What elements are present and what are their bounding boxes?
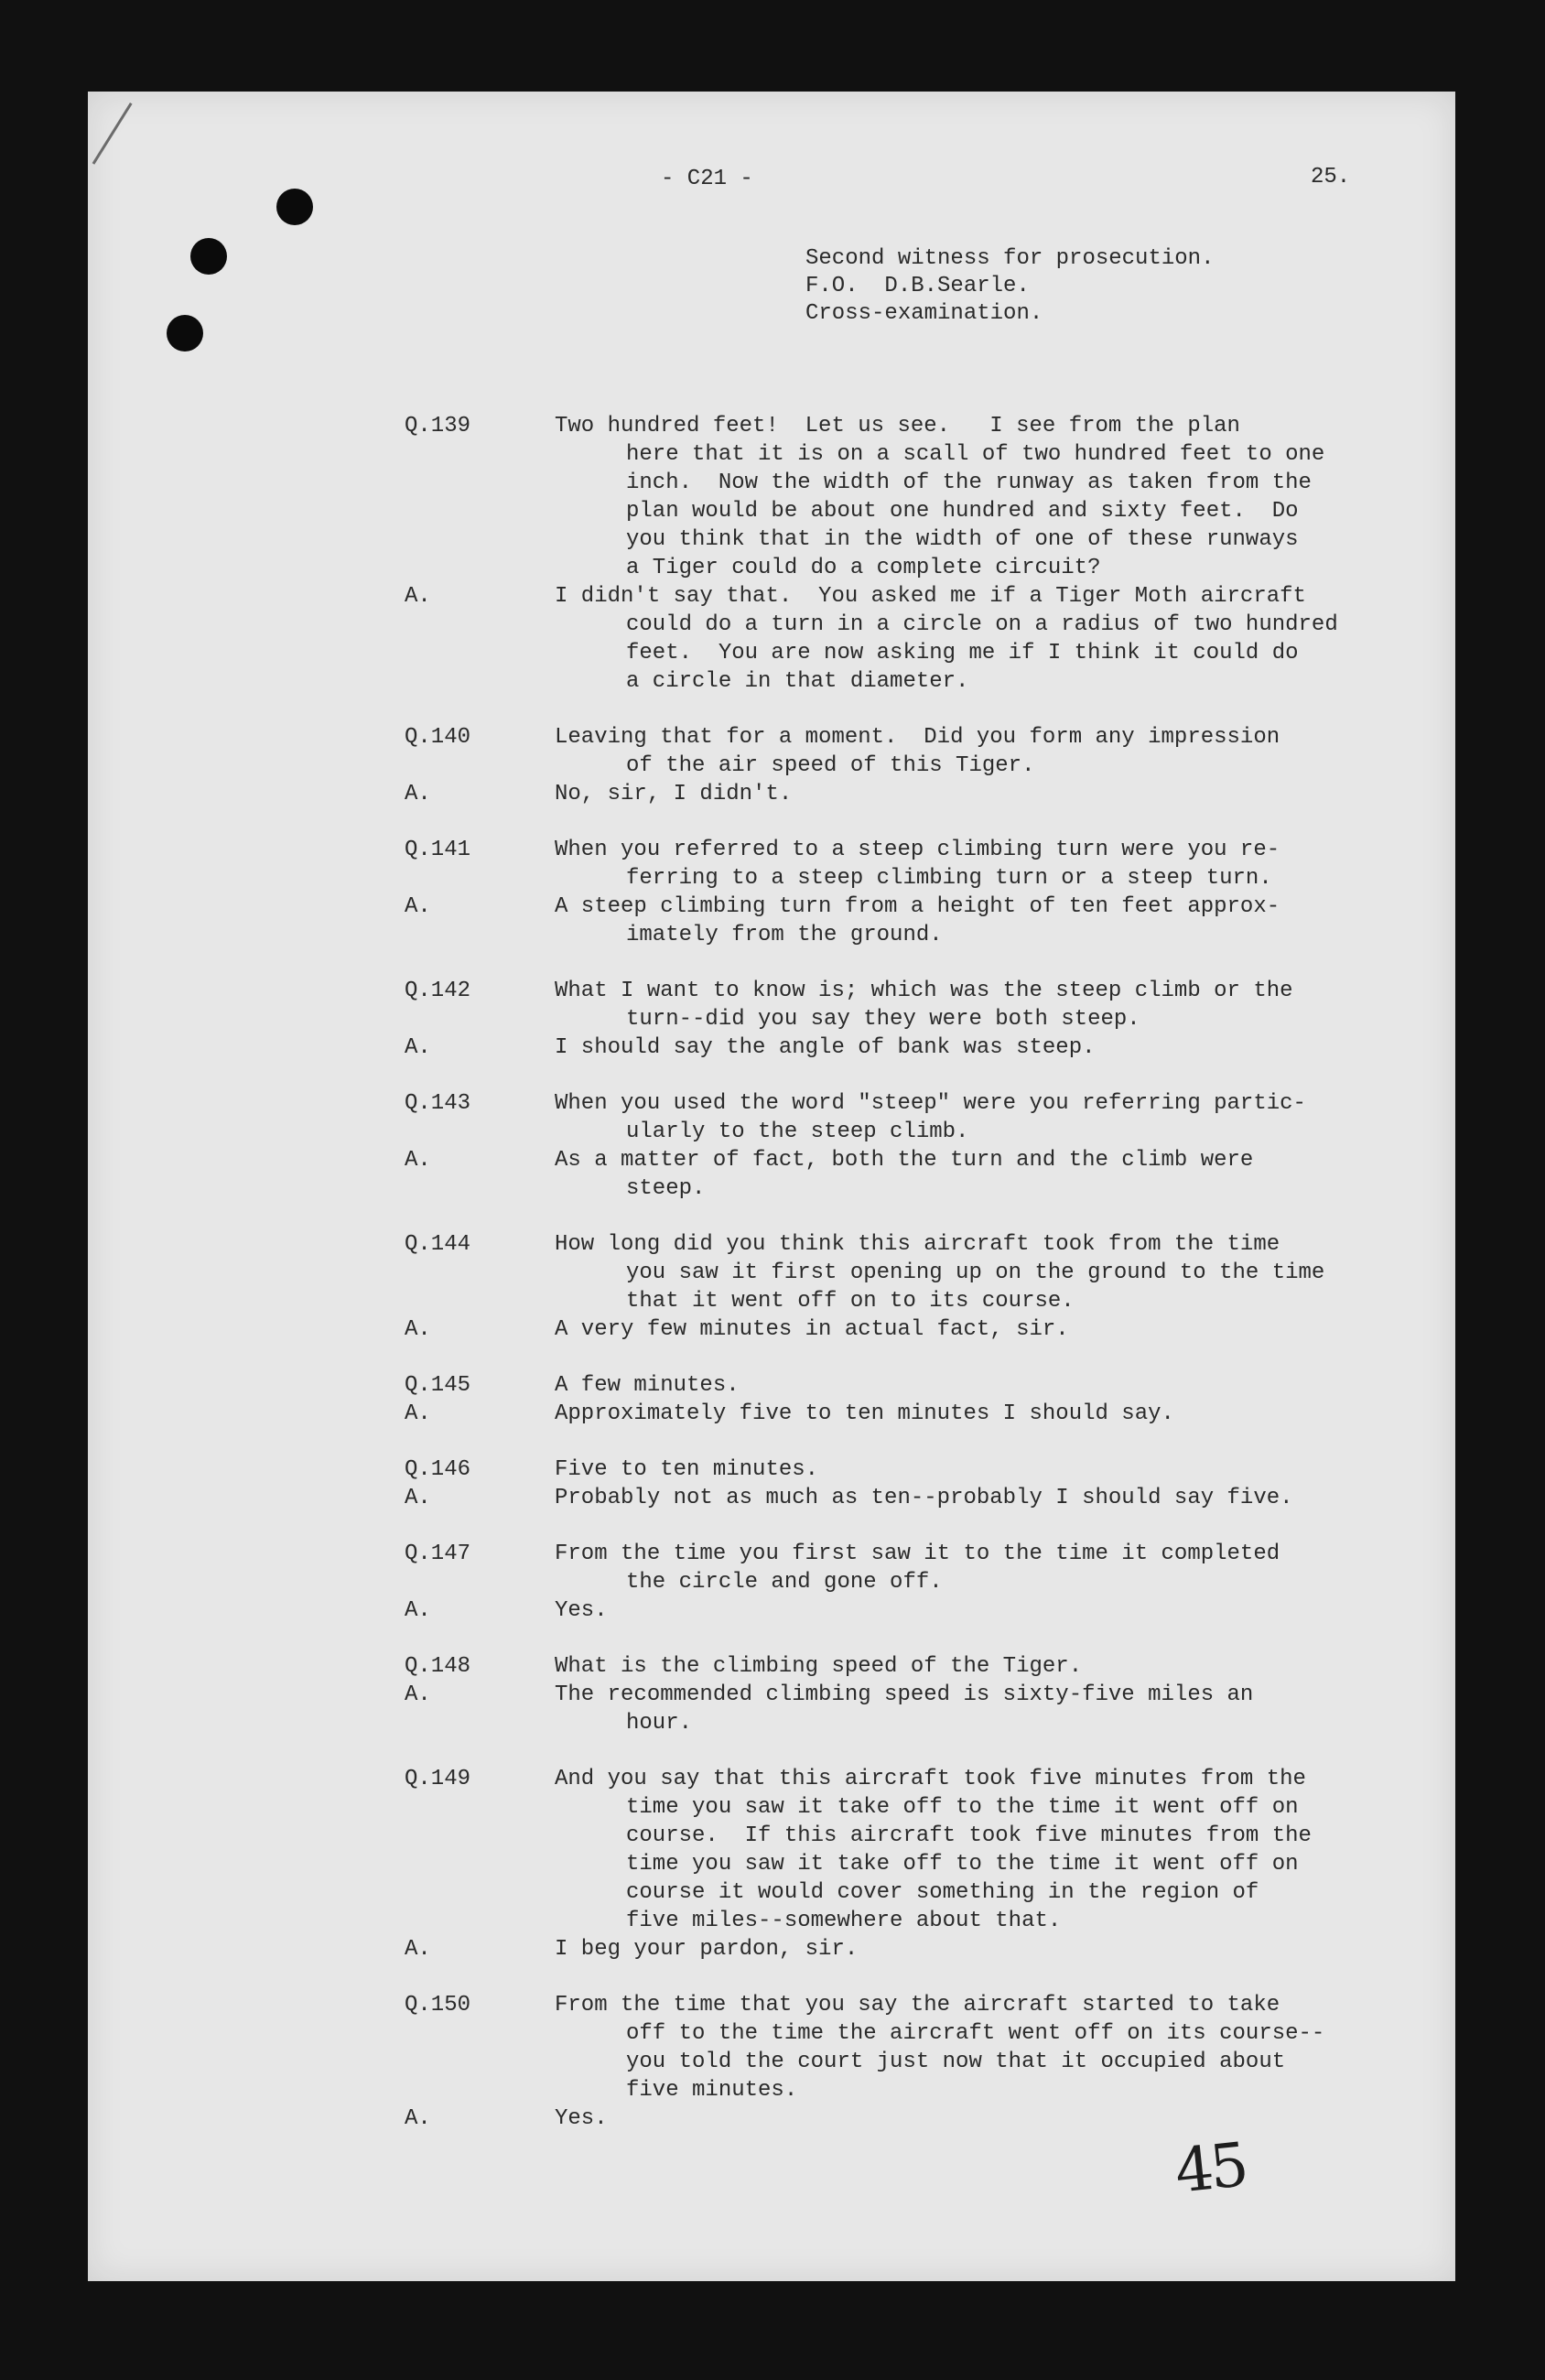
entry-text-line: of the air speed of this Tiger. <box>626 753 1035 778</box>
entry-label <box>88 2048 555 2076</box>
entry-label: Q.148 <box>405 1654 471 1679</box>
entry-text-line: time you saw it take off to the time it went off on <box>626 1795 1299 1820</box>
entry-text-line: I should say the angle of bank was steep. <box>555 1035 1096 1060</box>
entry-text-line: I didn't say that. You asked me if a Tiger Moth aircraft <box>555 584 1306 609</box>
entry-text-line: imately from the ground. <box>626 923 943 947</box>
entry-text-line: five minutes. <box>626 2078 798 2103</box>
entry-text-line: course it would cover something in the region of <box>626 1880 1259 1905</box>
answer-entry <box>88 1033 1455 1062</box>
entry-label: A. <box>405 1682 431 1707</box>
answer-entry <box>88 1146 1455 1203</box>
entry-text-line: course. If this aircraft took five minutes from the <box>626 1823 1312 1848</box>
entry-label <box>88 1259 555 1287</box>
entry-label <box>88 611 555 639</box>
page-number: 25. <box>1311 165 1351 189</box>
entry-text-line: turn--did you say they were both steep. <box>626 1007 1140 1032</box>
entry-label: Q.147 <box>405 1542 471 1566</box>
answer-entry <box>88 1681 1455 1737</box>
entry-label <box>88 1118 555 1146</box>
entry-text-line: How long did you think this aircraft took from the time <box>555 1232 1280 1257</box>
entry-text-line: a circle in that diameter. <box>626 669 969 694</box>
entry-text-line: As a matter of fact, both the turn and the climb were <box>555 1148 1254 1173</box>
witness-line: Cross-examination. <box>805 301 1043 326</box>
witness-block <box>805 245 1214 328</box>
entry-label: Q.146 <box>405 1457 471 1482</box>
question-entry <box>88 1991 1455 2104</box>
entry-label <box>88 469 555 497</box>
entry-label <box>88 554 555 582</box>
question-entry <box>88 836 1455 892</box>
entry-text-line: you think that in the width of one of these runways <box>626 527 1299 552</box>
entry-label: A. <box>405 1937 431 1962</box>
entry-text-line: hour. <box>626 1711 693 1736</box>
entry-text-line: From the time you first saw it to the time it completed <box>555 1542 1280 1566</box>
question-entry <box>88 1652 1455 1681</box>
entry-label <box>88 525 555 554</box>
question-entry <box>88 1540 1455 1596</box>
entry-text-line: Yes. <box>555 1598 608 1623</box>
witness-line: Second witness for prosecution. <box>805 246 1215 271</box>
entry-label <box>88 1878 555 1907</box>
entry-label: Q.149 <box>405 1767 471 1791</box>
entry-label <box>88 2076 555 2104</box>
answer-entry <box>88 780 1455 808</box>
entry-text-line: I beg your pardon, sir. <box>555 1937 859 1962</box>
answer-entry <box>88 1484 1455 1512</box>
entry-label: Q.145 <box>405 1373 471 1398</box>
entry-text-line: A steep climbing turn from a height of ten feet approx- <box>555 894 1280 919</box>
witness-line: F.O. D.B.Searle. <box>805 274 1030 298</box>
question-entry <box>88 1455 1455 1484</box>
entry-label <box>88 1793 555 1822</box>
entry-text-line: Yes. <box>555 2106 608 2131</box>
entry-text-line: ularly to the steep climb. <box>626 1120 969 1144</box>
entry-label <box>88 1174 555 1203</box>
entry-text-line: plan would be about one hundred and sixty feet. Do <box>626 499 1299 524</box>
question-entry <box>88 977 1455 1033</box>
entry-label <box>88 1850 555 1878</box>
entry-label: Q.144 <box>405 1232 471 1257</box>
entry-text-line: What I want to know is; which was the steep climb or the <box>555 979 1293 1003</box>
entry-text-line: that it went off on to its course. <box>626 1289 1075 1314</box>
question-entry <box>88 1765 1455 1935</box>
entry-text-line: Two hundred feet! Let us see. I see from the plan <box>555 414 1240 438</box>
answer-entry <box>88 582 1455 696</box>
entry-label: A. <box>405 1401 431 1426</box>
entry-label: A. <box>405 782 431 806</box>
handwritten-folio-number: 45 <box>1172 2129 1248 2207</box>
entry-text-line: When you used the word "steep" were you referring partic- <box>555 1091 1306 1116</box>
answer-entry <box>88 892 1455 949</box>
entry-label: A. <box>405 1035 431 1060</box>
entry-label <box>88 1005 555 1033</box>
entry-text-line: off to the time the aircraft went off on its course-- <box>626 2021 1325 2046</box>
entry-label <box>88 1709 555 1737</box>
entry-text-line: ferring to a steep climbing turn or a steep turn. <box>626 866 1272 891</box>
entry-text-line: What is the climbing speed of the Tiger. <box>555 1654 1083 1679</box>
entry-text-line: could do a turn in a circle on a radius of two hundred <box>626 612 1338 637</box>
entry-text-line: inch. Now the width of the runway as taken from the <box>626 471 1312 495</box>
entry-text-line: you told the court just now that it occupied about <box>626 2050 1286 2074</box>
entry-text-line: a Tiger could do a complete circuit? <box>626 556 1101 580</box>
page-code: - C21 - <box>661 167 753 191</box>
answer-entry <box>88 1400 1455 1428</box>
entry-text-line: Leaving that for a moment. Did you form any impression <box>555 725 1280 750</box>
entry-text-line: From the time that you say the aircraft started to take <box>555 1993 1280 2018</box>
punch-hole-icon <box>276 189 313 225</box>
answer-entry <box>88 2104 1455 2133</box>
entry-text-line: steep. <box>626 1176 706 1201</box>
answer-entry <box>88 1315 1455 1344</box>
entry-label: A. <box>405 584 431 609</box>
question-entry <box>88 723 1455 780</box>
question-entry <box>88 1230 1455 1315</box>
transcript <box>88 412 1455 2160</box>
document-page <box>88 92 1455 2281</box>
entry-text-line: Approximately five to ten minutes I should say. <box>555 1401 1174 1426</box>
entry-label <box>88 667 555 696</box>
pencil-mark <box>92 103 133 165</box>
entry-text-line: five miles--somewhere about that. <box>626 1909 1062 1933</box>
entry-label: A. <box>405 1486 431 1510</box>
entry-label: Q.143 <box>405 1091 471 1116</box>
entry-label <box>88 1822 555 1850</box>
entry-text-line: And you say that this aircraft took five minutes from the <box>555 1767 1306 1791</box>
answer-entry <box>88 1935 1455 1964</box>
entry-label: Q.141 <box>405 838 471 862</box>
entry-label <box>88 497 555 525</box>
entry-label <box>88 2019 555 2048</box>
entry-text-line: you saw it first opening up on the ground to the time <box>626 1260 1325 1285</box>
punch-hole-icon <box>190 238 227 275</box>
punch-hole-icon <box>167 315 203 352</box>
entry-label <box>88 639 555 667</box>
entry-text-line: Five to ten minutes. <box>555 1457 819 1482</box>
entry-label: A. <box>405 894 431 919</box>
entry-label: A. <box>405 1317 431 1342</box>
answer-entry <box>88 1596 1455 1625</box>
question-entry <box>88 412 1455 582</box>
entry-text-line: The recommended climbing speed is sixty-five miles an <box>555 1682 1254 1707</box>
entry-text-line: A very few minutes in actual fact, sir. <box>555 1317 1069 1342</box>
entry-label <box>88 1568 555 1596</box>
question-entry <box>88 1371 1455 1400</box>
entry-label: Q.142 <box>405 979 471 1003</box>
entry-text-line: time you saw it take off to the time it went off on <box>626 1852 1299 1877</box>
entry-text-line: feet. You are now asking me if I think it could do <box>626 641 1299 665</box>
entry-label <box>88 864 555 892</box>
entry-label: Q.139 <box>405 414 471 438</box>
entry-text-line: here that it is on a scall of two hundred feet to one <box>626 442 1325 467</box>
entry-label <box>88 440 555 469</box>
entry-label: A. <box>405 1598 431 1623</box>
entry-text-line: the circle and gone off. <box>626 1570 943 1595</box>
entry-text-line: When you referred to a steep climbing turn were you re- <box>555 838 1280 862</box>
entry-label <box>88 752 555 780</box>
entry-text-line: No, sir, I didn't. <box>555 782 793 806</box>
entry-label: A. <box>405 2106 431 2131</box>
entry-text-line: Probably not as much as ten--probably I should say five. <box>555 1486 1293 1510</box>
question-entry <box>88 1089 1455 1146</box>
entry-label <box>88 921 555 949</box>
entry-text-line: A few minutes. <box>555 1373 740 1398</box>
entry-label: A. <box>405 1148 431 1173</box>
entry-label <box>88 1287 555 1315</box>
entry-label: Q.140 <box>405 725 471 750</box>
entry-label <box>88 1907 555 1935</box>
entry-label: Q.150 <box>405 1993 471 2018</box>
